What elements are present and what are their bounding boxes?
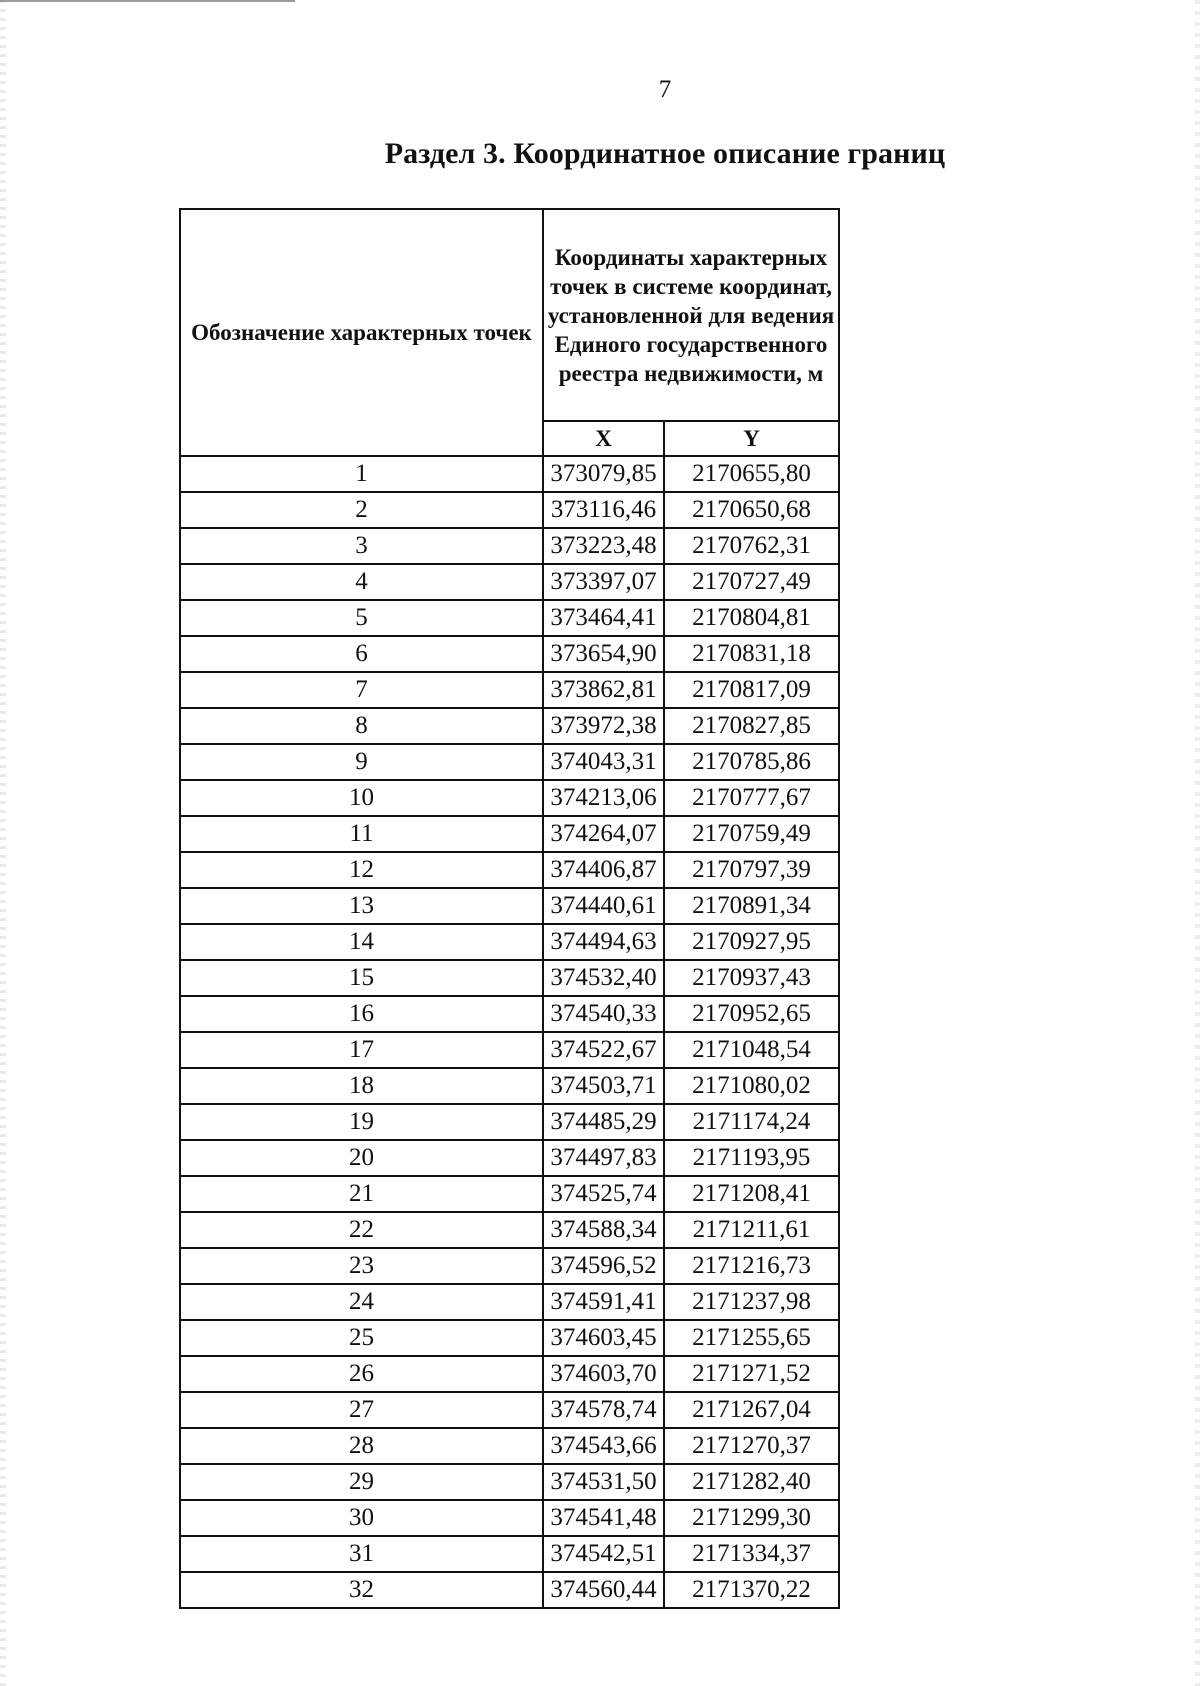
y-coordinate-cell: 2171334,37 [664, 1536, 839, 1572]
point-cell: 24 [180, 1284, 543, 1320]
point-cell: 17 [180, 1032, 543, 1068]
header-point-designation: Обозначение характерных точек [180, 209, 543, 456]
x-coordinate-cell: 374494,63 [543, 924, 664, 960]
y-coordinate-cell: 2171267,04 [664, 1392, 839, 1428]
y-coordinate-cell: 2171208,41 [664, 1176, 839, 1212]
table-body [180, 456, 839, 1608]
x-coordinate-cell: 374603,70 [543, 1356, 664, 1392]
table-row [180, 600, 839, 636]
x-coordinate-cell: 374560,44 [543, 1572, 664, 1608]
point-cell: 29 [180, 1464, 543, 1500]
x-coordinate-cell: 374596,52 [543, 1248, 664, 1284]
y-coordinate-cell: 2171211,61 [664, 1212, 839, 1248]
x-coordinate-cell: 374540,33 [543, 996, 664, 1032]
y-coordinate-cell: 2170650,68 [664, 492, 839, 528]
table-row [180, 672, 839, 708]
table-row [180, 1500, 839, 1536]
x-coordinate-cell: 374440,61 [543, 888, 664, 924]
point-cell: 25 [180, 1320, 543, 1356]
point-cell: 9 [180, 744, 543, 780]
point-cell: 16 [180, 996, 543, 1032]
y-coordinate-cell: 2170927,95 [664, 924, 839, 960]
table-row [180, 1248, 839, 1284]
y-coordinate-cell: 2170727,49 [664, 564, 839, 600]
point-cell: 30 [180, 1500, 543, 1536]
table-row [180, 528, 839, 564]
section-title: Раздел 3. Координатное описание границ [384, 137, 946, 170]
point-cell: 22 [180, 1212, 543, 1248]
point-cell: 1 [180, 456, 543, 492]
point-cell: 10 [180, 780, 543, 816]
header-y: Y [664, 421, 839, 456]
y-coordinate-cell: 2170762,31 [664, 528, 839, 564]
table-row [180, 636, 839, 672]
point-cell: 13 [180, 888, 543, 924]
table-row [180, 924, 839, 960]
x-coordinate-cell: 374525,74 [543, 1176, 664, 1212]
header-x: X [543, 421, 664, 456]
x-coordinate-cell: 373079,85 [543, 456, 664, 492]
table-row [180, 492, 839, 528]
table-row [180, 1104, 839, 1140]
x-coordinate-cell: 374588,34 [543, 1212, 664, 1248]
y-coordinate-cell: 2171255,65 [664, 1320, 839, 1356]
table-row [180, 960, 839, 996]
table-row [180, 708, 839, 744]
y-coordinate-cell: 2171193,95 [664, 1140, 839, 1176]
y-coordinate-cell: 2171080,02 [664, 1068, 839, 1104]
y-coordinate-cell: 2170655,80 [664, 456, 839, 492]
point-cell: 32 [180, 1572, 543, 1608]
point-cell: 5 [180, 600, 543, 636]
y-coordinate-cell: 2170777,67 [664, 780, 839, 816]
point-cell: 7 [180, 672, 543, 708]
point-cell: 3 [180, 528, 543, 564]
x-coordinate-cell: 374543,66 [543, 1428, 664, 1464]
point-cell: 28 [180, 1428, 543, 1464]
table-row [180, 852, 839, 888]
table-row [180, 1464, 839, 1500]
table-row [180, 1572, 839, 1608]
x-coordinate-cell: 374541,48 [543, 1500, 664, 1536]
point-cell: 11 [180, 816, 543, 852]
x-coordinate-cell: 373654,90 [543, 636, 664, 672]
x-coordinate-cell: 374485,29 [543, 1104, 664, 1140]
y-coordinate-cell: 2170759,49 [664, 816, 839, 852]
table-row [180, 996, 839, 1032]
x-coordinate-cell: 374522,67 [543, 1032, 664, 1068]
page-number: 7 [658, 76, 672, 103]
scan-edge-top [0, 0, 295, 2]
table-row [180, 744, 839, 780]
point-cell: 15 [180, 960, 543, 996]
x-coordinate-cell: 374578,74 [543, 1392, 664, 1428]
table-row [180, 1320, 839, 1356]
y-coordinate-cell: 2170831,18 [664, 636, 839, 672]
table-row [180, 1428, 839, 1464]
x-coordinate-cell: 373972,38 [543, 708, 664, 744]
point-cell: 8 [180, 708, 543, 744]
table-row [180, 1356, 839, 1392]
scan-edge-left [0, 0, 6, 1686]
x-coordinate-cell: 374043,31 [543, 744, 664, 780]
y-coordinate-cell: 2171282,40 [664, 1464, 839, 1500]
table-row [180, 888, 839, 924]
y-coordinate-cell: 2171271,52 [664, 1356, 839, 1392]
y-coordinate-cell: 2170937,43 [664, 960, 839, 996]
y-coordinate-cell: 2170952,65 [664, 996, 839, 1032]
y-coordinate-cell: 2170797,39 [664, 852, 839, 888]
y-coordinate-cell: 2171216,73 [664, 1248, 839, 1284]
y-coordinate-cell: 2171048,54 [664, 1032, 839, 1068]
point-cell: 31 [180, 1536, 543, 1572]
y-coordinate-cell: 2170891,34 [664, 888, 839, 924]
table-row [180, 1176, 839, 1212]
y-coordinate-cell: 2170804,81 [664, 600, 839, 636]
x-coordinate-cell: 374591,41 [543, 1284, 664, 1320]
x-coordinate-cell: 374264,07 [543, 816, 664, 852]
x-coordinate-cell: 373862,81 [543, 672, 664, 708]
table-row [180, 1392, 839, 1428]
y-coordinate-cell: 2171174,24 [664, 1104, 839, 1140]
x-coordinate-cell: 374603,45 [543, 1320, 664, 1356]
point-cell: 18 [180, 1068, 543, 1104]
x-coordinate-cell: 374213,06 [543, 780, 664, 816]
point-cell: 2 [180, 492, 543, 528]
table-row [180, 1068, 839, 1104]
table-row [180, 780, 839, 816]
table-row [180, 816, 839, 852]
table-row [180, 1032, 839, 1068]
y-coordinate-cell: 2170827,85 [664, 708, 839, 744]
point-cell: 20 [180, 1140, 543, 1176]
table-row [180, 1140, 839, 1176]
x-coordinate-cell: 373464,41 [543, 600, 664, 636]
point-cell: 6 [180, 636, 543, 672]
y-coordinate-cell: 2171299,30 [664, 1500, 839, 1536]
y-coordinate-cell: 2171237,98 [664, 1284, 839, 1320]
point-cell: 23 [180, 1248, 543, 1284]
table-row [180, 456, 839, 492]
x-coordinate-cell: 374406,87 [543, 852, 664, 888]
point-cell: 26 [180, 1356, 543, 1392]
table-row [180, 1212, 839, 1248]
x-coordinate-cell: 373397,07 [543, 564, 664, 600]
point-cell: 14 [180, 924, 543, 960]
x-coordinate-cell: 374497,83 [543, 1140, 664, 1176]
y-coordinate-cell: 2170817,09 [664, 672, 839, 708]
point-cell: 27 [180, 1392, 543, 1428]
y-coordinate-cell: 2171270,37 [664, 1428, 839, 1464]
x-coordinate-cell: 374542,51 [543, 1536, 664, 1572]
point-cell: 4 [180, 564, 543, 600]
point-cell: 19 [180, 1104, 543, 1140]
x-coordinate-cell: 374532,40 [543, 960, 664, 996]
table-row [180, 1284, 839, 1320]
x-coordinate-cell: 373116,46 [543, 492, 664, 528]
point-cell: 21 [180, 1176, 543, 1212]
header-coordinates: Координаты характерных точек в системе координат, установленной для ведения Единого государственного реестра недвижимости, м [543, 209, 839, 421]
x-coordinate-cell: 374531,50 [543, 1464, 664, 1500]
table-row [180, 1536, 839, 1572]
point-cell: 12 [180, 852, 543, 888]
scan-edge-right [1195, 0, 1200, 1686]
y-coordinate-cell: 2170785,86 [664, 744, 839, 780]
table-row [180, 564, 839, 600]
x-coordinate-cell: 374503,71 [543, 1068, 664, 1104]
coordinates-table [179, 208, 840, 1609]
x-coordinate-cell: 373223,48 [543, 528, 664, 564]
y-coordinate-cell: 2171370,22 [664, 1572, 839, 1608]
